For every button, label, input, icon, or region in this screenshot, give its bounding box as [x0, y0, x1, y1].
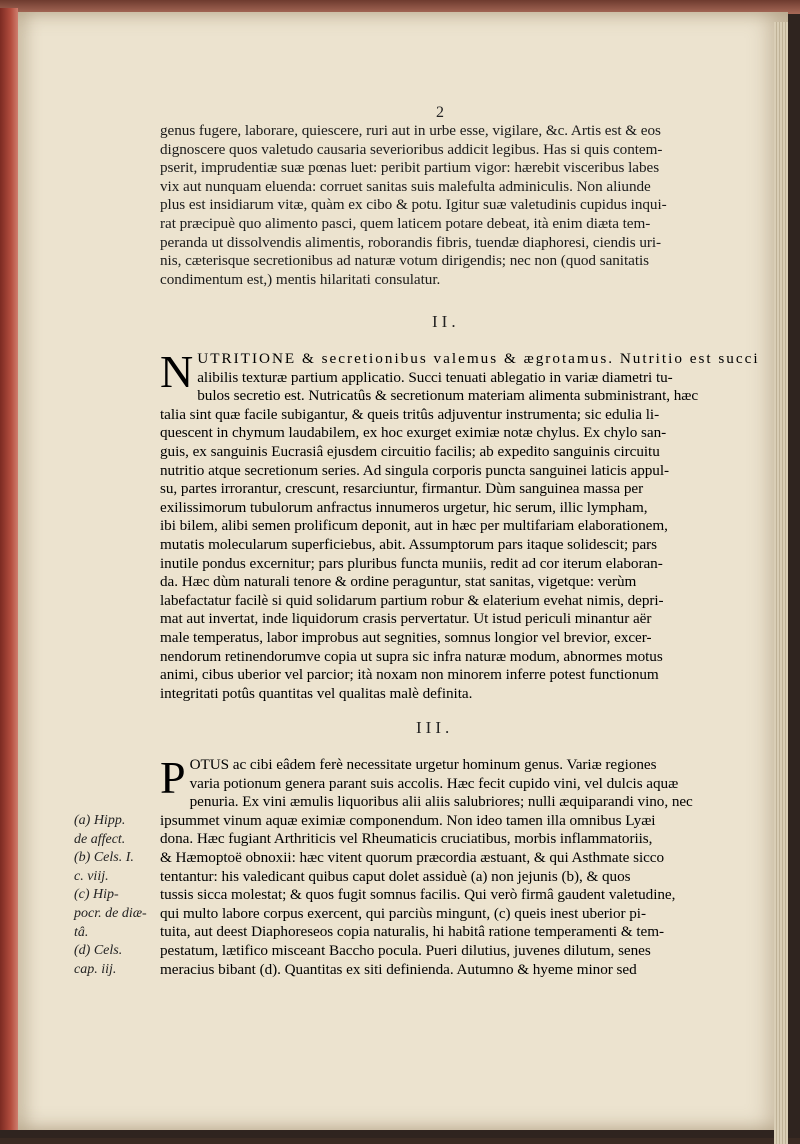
- page-fore-edge: [774, 22, 788, 1144]
- text-line: nutritio atque secretionum series. Ad singula corporis puncta sanguinei laticis appul-: [160, 461, 669, 479]
- section-2-paragraph: [160, 346, 760, 703]
- text-line: rat præcipuè quo alimento pasci, quem laticem potare debeat, ità enim diæta tem-: [160, 214, 651, 232]
- text-line: labefactatur facilè si quid solidarum partium robur & elaterium evehat nimis, depri-: [160, 591, 664, 609]
- section-3-first-line: OTUS ac cibi eâdem ferè necessitate urgetur hominum genus. Variæ regiones: [189, 756, 657, 773]
- text-line: guis, ex sanguinis Eucrasiâ ejusdem circuitio facilis; ab expedito sanguinis circuitu: [160, 442, 660, 460]
- margin-note: de affect.: [74, 831, 126, 847]
- margin-note: (b) Cels. I.: [74, 850, 134, 866]
- text-line: exilissimorum tubulorum anfractus innumeros urgetur, hic serum, illic lympham,: [160, 498, 648, 516]
- text-line: su, partes irrorantur, crescunt, resarciuntur, firmantur. Dùm sanguinea massa per: [160, 480, 644, 498]
- text-line: mutatis molecularum superficiebus, abit. Assumptorum pars itaque solidescit; pars: [160, 535, 658, 553]
- text-line: alibilis texturæ partium applicatio. Succi tenuati ablegatio in variæ diametri tu-: [197, 368, 673, 386]
- section-3-paragraph: [160, 752, 738, 979]
- text-line: bulos secretio est. Nutricatûs & secretionum materiam alimenta subministrant, hæc: [197, 387, 699, 405]
- text-line: tentantur: his valedicant quibus caput dolet assiduè (a) non jejunis (b), & quos: [160, 867, 631, 885]
- text-line: dona. Hæc fugiant Arthriticis vel Rheumaticis cruciatibus, morbis inflammatoriis,: [160, 830, 653, 848]
- page-number: 2: [436, 104, 444, 121]
- text-line: & Hæmoptoë obnoxii: hæc vitent quorum præcordia æstuant, & qui Asthmate sicco: [160, 848, 665, 866]
- text-line: varia potionum genera parant suis accolis. Hæc fecit cupido vini, vel dulcis aquæ: [189, 774, 679, 792]
- text-line: condimentum est,) mentis hilaritati consulatur.: [160, 270, 441, 288]
- text-line: nendorum retinendorumve copia ut supra sic infra naturæ modum, abnormes motus: [160, 647, 663, 665]
- text-line: pestatum, lætifico misceant Baccho pocula. Pueri dilutius, juvenes dilutum, senes: [160, 941, 651, 959]
- text-line: inutile pondus excernitur; pars pluribus functa muniis, redit ad cor iterum elaboran-: [160, 554, 663, 572]
- book-cover-edge-left: [0, 8, 18, 1130]
- text-line: tuita, aut deest Diaphoreseos copia naturalis, hi habitâ ratione temperamenti & tem-: [160, 923, 664, 941]
- section-2-first-line: UTRITIONE & secretionibus valemus & ægrotamus. Nutritio est succi: [197, 350, 760, 367]
- text-line: peranda ut dissolvendis alimentis, roborandis fibris, tuendæ diaphoresi, ciendis uri-: [160, 233, 662, 251]
- section-heading-2: II.: [432, 312, 460, 331]
- margin-note: (c) Hip-: [74, 887, 119, 903]
- text-line: animi, cibus uberior vel parcior; ità noxam non minorem inferre potest functionum: [160, 666, 659, 684]
- margin-note: (a) Hipp.: [74, 813, 126, 828]
- section-2-dropcap: N: [160, 346, 194, 397]
- section-heading-3: III.: [416, 718, 454, 737]
- text-line: tussis sicca molestat; & quos fugit somnus facilis. Qui verò firmâ gaudent valetudine,: [160, 886, 676, 904]
- text-line: penuria. Ex vini æmulis liquoribus alii aliis salubriores; nulli æquiparandi vino, nec: [189, 793, 693, 811]
- text-line: ipsummet vinum aquæ eximiæ componendum. Non ideo tamen illa omnibus Lyæi: [160, 811, 656, 829]
- section-3-dropcap: P: [160, 752, 186, 803]
- text-line: quescent in chymum laudabilem, ex hoc exurget eximiæ notæ chylus. Ex chylo san-: [160, 424, 667, 442]
- margin-note: c. viij.: [74, 868, 109, 884]
- margin-note: tâ.: [74, 924, 89, 940]
- section-2-lines: [160, 369, 738, 704]
- margin-note: cap. iij.: [74, 961, 117, 977]
- text-line: plus est insidiarum vitæ, quàm ex cibo & potu. Igitur suæ valetudinis cupidus inqui-: [160, 196, 667, 214]
- text-line: genus fugere, laborare, quiescere, ruri aut in urbe esse, vigilare, &c. Artis est & eos: [160, 122, 661, 139]
- text-line: vix aut nunquam eluenda: corruet sanitas suis malefulta adminiculis. Non aliunde: [160, 177, 651, 195]
- text-line: male temperatus, labor improbus aut segnities, somnus longior vel brevior, excer-: [160, 628, 652, 646]
- text-line: qui multo labore corpus exercent, qui parciùs mingunt, (c) queis inest uberior pi-: [160, 904, 646, 922]
- text-line: dignoscere quos valetudo causaria severioribus addicit legibus. Has si quis contem-: [160, 140, 663, 158]
- text-line: meracius bibant (d). Quantitas ex siti definienda. Autumno & hyeme minor sed: [160, 960, 637, 978]
- margin-note: pocr. de diæ-: [74, 905, 147, 921]
- section-3-lines: [160, 775, 738, 980]
- text-line: talia sint quæ facile subigantur, & queis tritûs adjuventur instrumenta; sic edulia li-: [160, 405, 660, 423]
- margin-notes: [74, 812, 154, 979]
- text-line: ibi bilem, alibi semen prolificum deponit, aut in hæc per multifariam elaborationem,: [160, 517, 668, 535]
- margin-note: (d) Cels.: [74, 943, 123, 959]
- text-line: da. Hæc dùm naturali tenore & ordine peraguntur, stat sanitas, vigetque: verùm: [160, 573, 637, 591]
- text-line: pserit, imprudentiæ suæ pœnas luet: peribit partium vigor: hærebit visceribus labes: [160, 159, 660, 177]
- intro-paragraph: [160, 122, 738, 289]
- text-line: nis, cæterisque secretionibus ad naturæ votum dirigendis; nec non (quod sanitatis: [160, 252, 650, 270]
- text-line: integritati potûs quantitas vel qualitas malè definita.: [160, 684, 473, 702]
- text-line: mat aut invertat, inde liquidorum crasis pervertatur. Ut istud periculi minantur aër: [160, 610, 652, 628]
